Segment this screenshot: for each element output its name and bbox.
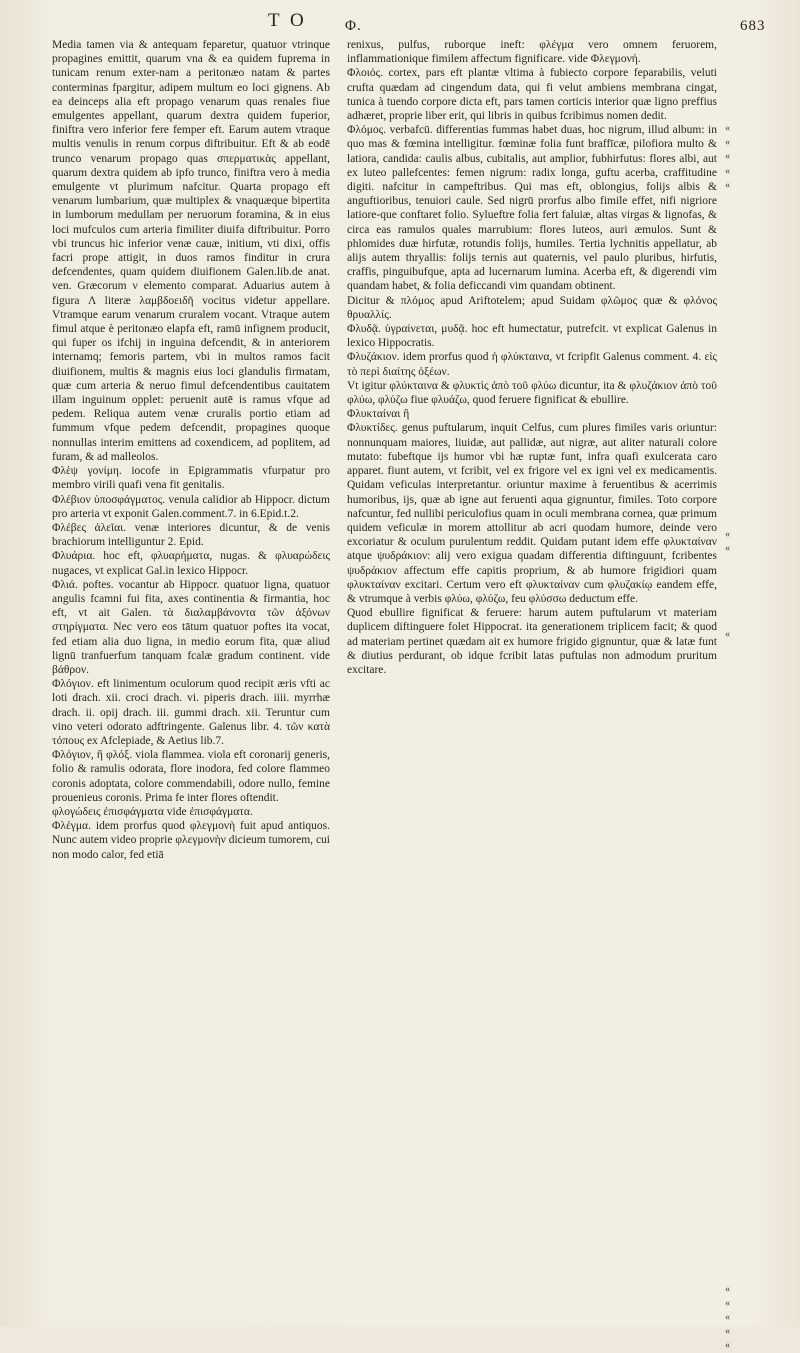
paragraph: Φλέγμα. idem prorfus quod φλεγμονὴ fuit apud antiquos. Nunc autem video proprie φλεγμονὴν dicieum tumorem, cui non modo calor, fed etiā bbox=[52, 820, 330, 861]
paragraph: Φλέβες ἀλεῖαι. venæ interiores dicuntur, & de venis brachiorum intelliguntur 2. Epid. bbox=[52, 521, 330, 549]
quote-mark: « bbox=[725, 528, 730, 540]
paragraph: renixus, pulfus, ruborque ineft: φλέγμα vero omnem feruorem, inflammationique fimilem affectum fignificare. vide Φλεγμονή. bbox=[347, 39, 717, 66]
quote-mark: « bbox=[725, 179, 730, 191]
quote-mark: « bbox=[725, 1297, 730, 1309]
paragraph: Φλόγιον, ἢ φλόξ. viola flammea. viola eft coronarij generis, folio & ramulis odorata, flore inodora, fed colore flammeo coronis adoptata, colore commendabili, odore nullo, femine prouenieus coronis. Prima fe inter flores oftendit. bbox=[52, 749, 330, 804]
paragraph: Φλυζάκιον. idem prorfus quod ἡ φλύκταινα, vt fcripfit Galenus comment. 4. εἰς τὸ περὶ διαίτης ὀξέων. bbox=[347, 351, 717, 378]
quote-mark: « bbox=[725, 165, 730, 177]
paragraph: Φλόμος. verbafcū. differentias fummas habet duas, hoc nigrum, illud album: in quo mas & fœmina intelligitur. fœminæ folia funt braffīcæ, pilofiora multo & latiora, candida: caulis albus, cubitalis, aut amplior, fubhirfutus: flores albi, aut ex luteo pallefcentes: femen nigrum: radix longa, guftu acerba, craffitudine digiti. nafcitur in campeftribus. Qui mas eft, oblongius, folijs albis & anguftioribus, tenuiori caule. Sed nigrū prorfus albo fimile effet, nifi nigriore latiore-que conftaret folio. Sylueftre folia fert faluiæ, altas virgas & lignofas, & circa eas ramulos quales marrubium: flores luteos, auri æmulos. Sunt & phlomides duæ hirfutæ, rotundis folijs, humiles. Tertia lychnitis appellatur, ab alijs autem thryallis: folijs ternis aut quaternis, vel paulo pluribus, hirfutis, craffis, pinguibufque, apta ad lucernarum lumina. Acerba eft, & digerendi vim quandam habet, & folia deficcandi vim quandam obtinent. bbox=[347, 124, 717, 293]
paragraph: Φλέβιον ὑποσφάγματος. venula calidior ab Hippocr. dictum pro arteria vt exponit Galen.comment.7. in 6.Epid.t.2. bbox=[52, 493, 330, 520]
paragraph: Dicitur & πλόμος apud Ariftotelem; apud Suidam φλῶμος quæ & φλόνος θρυαλλίς. bbox=[347, 294, 717, 321]
quote-mark: « bbox=[725, 151, 730, 163]
quote-mark: « bbox=[725, 543, 730, 555]
running-head-section: Φ. bbox=[345, 18, 362, 34]
paragraph: φλογώδεις ἐπισφάγματα vide ἐπισφάγματα. bbox=[52, 805, 253, 818]
quote-mark: « bbox=[725, 123, 730, 134]
paragraph: Φλυκταίναι ἢ bbox=[347, 408, 410, 421]
paragraph: Φλοιός. cortex, pars eft plantæ vltima à fubiecto corpore feparabilis, veluti crufta quædam ad cingendum data, qui fi velut ambiens membrana cingat, tunica à tuendo corpore dicta eft, pars tamen corticis interior quæ ligno preffius adhæret, proprie liber erit, qui libris in quibus fcribimus nomen dedit. bbox=[347, 67, 717, 123]
paragraph: Φλυδᾷ. ὑγραίνεται, μυδᾷ. hoc eft humectatur, putrefcit. vt explicat Galenus in lexico Hippocratis. bbox=[347, 323, 717, 350]
paragraph: Φλιά. poftes. vocantur ab Hippocr. quatuor ligna, quatuor angulis fcamni fui fita, axes continentia & firmantia, hoc eft, vt ait Galen. τὰ διαλαμβάνοντα τῶν ἀξόνων στηρίγματα. Nec vero eos tātum quatuor poftes ita vocat, fed etiam alia duo ligna, in medio eorum fita, quæ aliud lignū tranfuerfum tanquam fcalæ gradum continent. vide βάθρον. bbox=[52, 578, 330, 676]
paragraph: Φλυάρια. hoc eft, φλυαρήματα, nugas. & φλυαρώδεις nugaces, vt explicat Gal.in lexico Hippocr. bbox=[52, 550, 330, 577]
paragraph: Media tamen via & antequam feparetur, quatuor vtrinque propagines emittit, quarum vna & ea quidem fuprema in tunicam renum exter-nam a peritonæo natam & partes conterminas fpargitur, adipem multum eo loci gignens. Ab ea deinceps alia eft propago venarum quas renales fiue emulgentes appellant, quarum dextra quidem fuperior, finiftra vero inferior fere femper eft. Earum autem vtraque multis venulis in renum corpus diftribuitur. Eft & ab eodē trunco venarum propago quas σπερματικὰς appellant, quarum dextra quidem ab ipfo trunco, finiftra vero à media emulgente vt plurimum nafcitur. Quarta propago eft venarum lumbarium, quæ multiplex & vnaquæque bipertita in lumborum medullam per neruorum foramina, & in eius loci mufculos cum arteria fimiliter diuifa diftribuitur. Porro vbi truncus hic inferior venæ cauæ, initium, vti dixi, offis facri prope attigit, in duos ramos finditur in crura defcendentes, quam quidem diuifionem Galen.lib.de anat. ven. Græcorum ν elemento comparat. Aduarius autem à figura Λ literæ λαμβδοειδῆ vocitus videtur appellare. Vtramque earum venarum cruralem vocant. Vtraque autem fimul atque è peritonæo elapfa eft, ramū infignem producit, qui fuper os ifchij in inguina defcendit, & in anteriorem internamq; femoris partem, vbi in multos ramos facit diuifionem, multis & magnis eius loci glandulis firmatam, quæ cum arteria & neruo fimul defcendentibus cauitatem illam inguinum opplet: peruenit autē is ramus vfque ad pedem. Reliqua autem venæ cruralis portio etiam ad fummum vfque pedem defcendit, propagines quoque nonnullas interim emittens ad coxendicem, ad poplitem, ad furam, & ad malleolos. bbox=[52, 39, 330, 463]
paragraph: Φλόγιον. eft linimentum oculorum quod recipit æris vfti ac loti drach. xii. croci drach. vi. piperis drach. iiii. myrrhæ drach. ii. opij drach. iii. gummi drach. xii. Teruntur cum vino veteri odorato adftringente. Galenus libr. 4. τῶν κατὰ τόπους ex Afclepiade, & Aetius lib.7. bbox=[52, 678, 330, 747]
paragraph: Φλὲψ γονίμη. iocofe in Epigrammatis vfurpatur pro membro virili quafi vena fit genitalis. bbox=[52, 465, 330, 492]
paragraph: Φλυκτίδες. genus puftularum, inquit Celfus, cum plures fimiles varis oriuntur: nonnunquam maiores, liuidæ, aut pallidæ, aut nigræ, aut aliter naturali colore mutato: fubeftque ijs humor vbi hæ ruptæ funt, infra quafi exulcerata caro apparet. fiunt autem, vt fcribit, vel ex frigore vel ex igni vel ex medicamentis. Quidam veficulas interpretantur. oriuntur maxime à feruentibus & acerrimis humoribus, ijs, quæ ab igne aut feruenti aqua gignuntur, fimiles. Toto corpore nafcuntur, fed nullibi periculofius quam in oculi membrana cornea, quæ primum quidem veficulæ in morem attollitur ab acri quodam humore, deinde vero excoriatur & oculum purulentum reddit. Quidam putant idem effe φλυκταίναν atque ψυδράκιον: alij vero exigua quadam differentia diftinguunt, fcribentes ψυδράκιον affectum effe capitis proprium, & ab humore frigidiori quam φλυκταίναν excitari. Certum vero eft φλυκταίναν cum φλυζακίῳ eandem effe, & vtrumque à verbis φλύω, φλύζω, feu φλύσσω deductum effe. bbox=[347, 422, 717, 605]
paragraph: Quod ebullire fignificat & feruere: harum autem puftularum vt materiam duplicem diftinguere folet Hippocrat. ita generationem triplicem facit; & quod ad materiam pertinet quædam ait ex humore frigido gignuntur, quæ & latæ funt & diutius perdurant, ob idque fcribit latas puftulas non admodum pruritum excitare. bbox=[347, 607, 717, 676]
left-text-column bbox=[52, 38, 330, 862]
quote-mark: « bbox=[725, 1311, 730, 1323]
quote-mark: « bbox=[725, 1340, 730, 1352]
paragraph: Vt igitur φλύκταινα & φλυκτὶς ἀπὸ τοῦ φλύω dicuntur, ita & φλυζάκιον ἀπὸ τοῦ φλύω, φλύζω fiue φλυάζω, quod feruere fignificat & ebullire. bbox=[347, 379, 717, 407]
page-number: 683 bbox=[740, 18, 766, 34]
right-margin-quote-marks bbox=[725, 38, 739, 1353]
quote-mark: « bbox=[725, 1326, 730, 1338]
running-head-left: T O bbox=[268, 10, 307, 31]
quote-mark: « bbox=[725, 629, 730, 641]
quote-mark: « bbox=[725, 137, 730, 149]
right-text-column bbox=[347, 38, 717, 677]
quote-mark: « bbox=[725, 1283, 730, 1295]
